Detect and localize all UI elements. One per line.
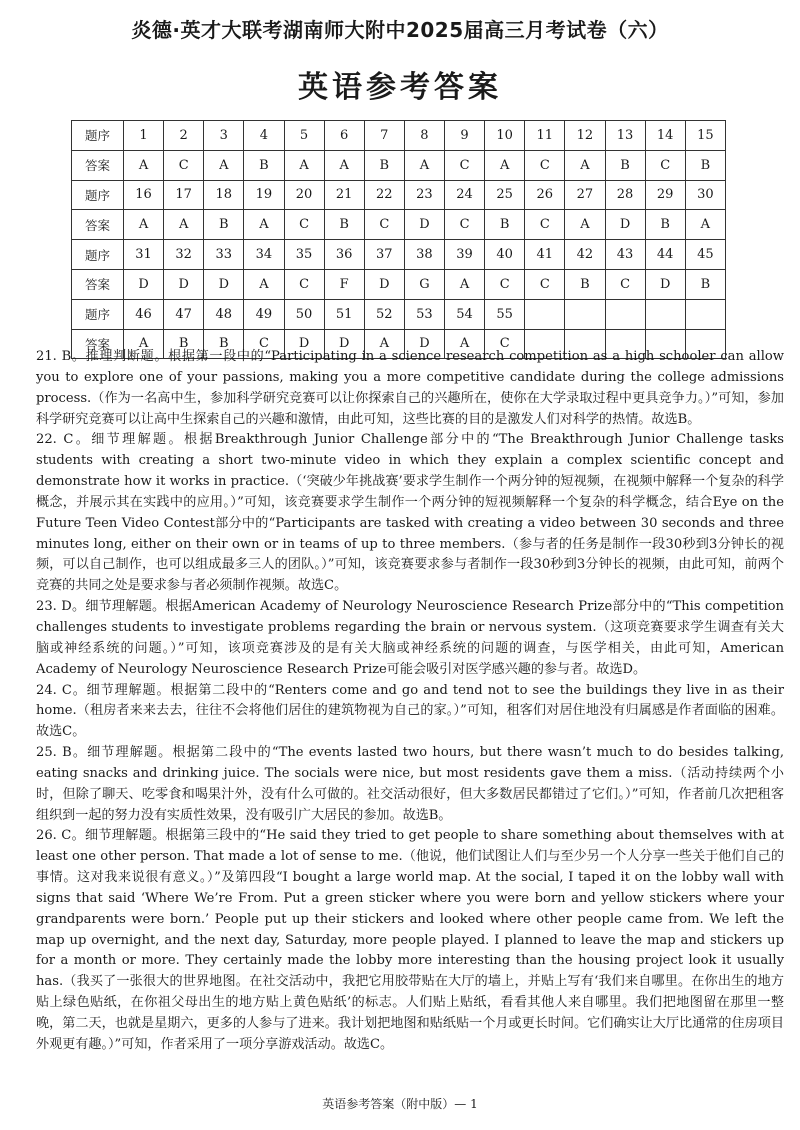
answer-cell: D [364,269,404,299]
answer-cell: A [204,150,244,180]
answer-row [72,210,726,240]
question-number-row [72,121,726,151]
question-number-cell: 26 [525,180,565,210]
answer-cell: C [284,269,324,299]
question-number-cell: 39 [445,240,485,270]
answer-cell: B [685,150,725,180]
question-number-cell: 34 [244,240,284,270]
answer-cell: A [164,210,204,240]
question-number-cell: 45 [685,240,725,270]
answer-cell: D [605,210,645,240]
question-number-cell: 11 [525,121,565,151]
question-number-cell: 2 [164,121,204,151]
answer-cell: C [645,150,685,180]
question-number-cell: 16 [124,180,164,210]
answer-cell: A [565,210,605,240]
explanation-25: 25. B。细节理解题。根据第二段中的“The events lasted two hours, but there wasn’t much to do besides talking, eating snacks and drinking juice. The socials were nice, but most residents gave them a miss.（活动持续两个小时，但除了聊天、吃零食和喝果汁外，没有什么可做的。社交活动很好，但大多数居民都错过了它们。）”可知，作者前几次把租客组织到一起的努力没有实质性效果，没有吸引广大居民的参加。故选B。 [36,745,784,823]
question-number-cell: 1 [124,121,164,151]
question-number-cell: 25 [485,180,525,210]
question-label-cell: 题序 [72,121,124,151]
answer-cell: C [445,210,485,240]
question-number-cell: 5 [284,121,324,151]
answer-cell: C [525,150,565,180]
answer-cell: D [124,269,164,299]
answer-label-cell: 答案 [72,150,124,180]
question-number-cell: 31 [124,240,164,270]
question-number-cell: 23 [404,180,444,210]
explanation-22: 22. C。细节理解题。根据Breakthrough Junior Challenge部分中的“The Breakthrough Junior Challenge tasks students with creating a short two-minute video in which they explain a complex scientific concept and demonstrate how it works in practice.（‘突破少年挑战赛’要求学生制作一个两分钟的短视频，在视频中解释一个复杂的科学概念，并展示其在实践中的应用。）”可知，该竞赛要求学生制作一个两分钟的短视频解释一个复杂的科学概念，结合Eye on the Future Teen Video Contest部分中的“Participants are tasked with creating a video between 30 seconds and three minutes long, either on their own or in teams of up to three members.（参与者的任务是制作一段30秒到3分钟长的视频，可以自己制作，也可以组成最多三人的团队。）”可知，该竞赛要求参与者制作一段30秒到3分钟长的视频，由此可知，前两个竞赛的共同之处是要求参与者必须制作视频。故选C。 [36,432,784,594]
answer-cell: B [685,269,725,299]
answer-cell: B [485,210,525,240]
answer-cell: C [164,150,204,180]
question-number-cell: 22 [364,180,404,210]
question-number-row [72,299,726,329]
answer-cell: A [404,150,444,180]
answer-cell: D [645,269,685,299]
answer-cell: C [284,210,324,240]
answer-cell: A [284,150,324,180]
answer-cell: B [645,210,685,240]
answer-cell: B [204,329,244,359]
answer-cell: A [324,150,364,180]
question-number-cell: 8 [404,121,444,151]
answer-cell: D [324,329,364,359]
question-number-cell: 47 [164,299,204,329]
answer-row [72,150,726,180]
question-label-cell: 题序 [72,240,124,270]
answer-cell: C [364,210,404,240]
answer-cell: B [204,210,244,240]
question-number-cell [605,299,645,329]
question-number-cell: 33 [204,240,244,270]
question-number-cell: 9 [445,121,485,151]
answer-cell: C [525,210,565,240]
answer-cell: C [244,329,284,359]
answer-cell: D [284,329,324,359]
question-number-cell: 10 [485,121,525,151]
page-footer: 英语参考答案（附中版）— 1 [322,1097,478,1111]
answer-cell: A [244,269,284,299]
answer-cell: B [565,269,605,299]
question-number-cell: 18 [204,180,244,210]
answer-row [72,269,726,299]
answer-cell: D [404,210,444,240]
question-number-cell [645,299,685,329]
question-number-cell: 3 [204,121,244,151]
question-number-cell: 36 [324,240,364,270]
question-label-cell: 题序 [72,299,124,329]
question-number-cell: 29 [645,180,685,210]
answer-label-cell: 答案 [72,329,124,359]
answer-cell: D [204,269,244,299]
answer-cell: C [445,150,485,180]
question-number-cell: 4 [244,121,284,151]
answer-cell: A [445,269,485,299]
question-number-cell: 46 [124,299,164,329]
question-number-cell: 19 [244,180,284,210]
question-number-cell: 28 [605,180,645,210]
question-number-cell: 21 [324,180,364,210]
answer-label-cell: 答案 [72,210,124,240]
page-title: 英语参考答案 [298,70,502,105]
question-number-cell: 42 [565,240,605,270]
answer-cell: F [324,269,364,299]
question-number-cell: 30 [685,180,725,210]
question-number-cell: 32 [164,240,204,270]
exam-header: 炎德·英才大联考湖南师大附中2025届高三月考试卷（六） [131,18,669,42]
question-number-cell: 20 [284,180,324,210]
explanation-24: 24. C。细节理解题。根据第二段中的“Renters come and go and tend not to see the buildings they live in as their home.（租房者来来去去，往往不会将他们居住的建筑物视为自己的家。）”可知，租客们对居住地没有归属感是作者面临的困难。故选C。 [36,682,784,740]
answer-cell: B [364,150,404,180]
question-number-cell: 17 [164,180,204,210]
answer-label-cell: 答案 [72,269,124,299]
question-number-cell [525,299,565,329]
answer-cell: B [244,150,284,180]
answer-cell: C [525,269,565,299]
question-number-cell: 15 [685,121,725,151]
explanations [36,347,784,1056]
answer-cell: C [485,329,525,359]
answer-cell: A [124,329,164,359]
question-number-cell: 38 [404,240,444,270]
question-number-cell: 24 [445,180,485,210]
answer-cell: D [164,269,204,299]
question-number-cell: 54 [445,299,485,329]
question-number-cell: 41 [525,240,565,270]
answer-cell: A [685,210,725,240]
answer-cell: A [565,150,605,180]
question-number-cell: 52 [364,299,404,329]
question-number-cell: 43 [605,240,645,270]
answer-cell: A [485,150,525,180]
answer-table [71,120,726,359]
answer-cell: A [445,329,485,359]
explanation-23: 23. D。细节理解题。根据American Academy of Neurology Neuroscience Research Prize部分中的“This competition challenges students to investigate problems regarding the brain or nervous system.（这项竞赛要求学生调查有关大脑或神经系统的问题。）”可知，该项竞赛涉及的是有关大脑或神经系统的问题的调查，与医学相关，由此可知，American Academy of Neurology Neuroscience Research Prize可能会吸引对医学感兴趣的参与者。故选D。 [36,599,784,677]
answer-cell: B [605,150,645,180]
question-number-cell: 14 [645,121,685,151]
question-number-cell [565,299,605,329]
question-number-cell: 6 [324,121,364,151]
question-number-cell: 37 [364,240,404,270]
question-number-cell: 13 [605,121,645,151]
question-number-cell: 49 [244,299,284,329]
question-number-row [72,180,726,210]
answer-cell: B [324,210,364,240]
answer-cell: C [485,269,525,299]
answer-cell: A [124,210,164,240]
question-number-cell: 55 [485,299,525,329]
question-number-cell: 53 [404,299,444,329]
answer-cell: A [244,210,284,240]
explanation-21: 21. B。推理判断题。根据第一段中的“Participating in a science research competition as a high schooler can allow you to explore one of your passions, making you a more competitive candidate during the college admissions process.（作为一名高中生，参加科学研究竞赛可以让你探索自己的兴趣所在，使你在大学录取过程中更具竞争力。）”可知，参加科学研究竞赛可以让高中生探索自己的兴趣和激情，由此可知，这些比赛的目的是激发人们对科学的热情。故选B。 [36,349,784,427]
explanation-26: 26. C。细节理解题。根据第三段中的“He said they tried to get people to share something about themselves with at least one other person. That made a lot of sense to me.（他说，他们试图让人们与至少另一个人分享一些关于他们自己的事情。这对我来说很有意义。）”及第四段“I bought a large world map. At the social, I taped it on the lobby wall with signs that said ‘Where We’re From. Put a green sticker where you were born and yellow stickers where your grandparents were born.’ People put up their stickers and looked where other people came from. We left the map up overnight, and the next day, Saturday, more people played. I planned to leave the map and stickers up for a month or more. They certainly made the lobby more interesting than the housing project look it usually has.（我买了一张很大的世界地图。在社交活动中，我把它用胶带贴在大厅的墙上，并贴上写有‘我们来自哪里。在你出生的地方贴上绿色贴纸，在你祖父母出生的地方贴上黄色贴纸’的标志。人们贴上贴纸，看看其他人来自哪里。我们把地图留在那里一整晚，第二天，也就是星期六，更多的人参与了进来。我计划把地图和贴纸贴一个月或更长时间。它们确实让大厅比通常的住房项目外观更有趣。）”可知，作者采用了一项分享游戏活动。故选C。 [36,828,784,1052]
question-number-cell: 27 [565,180,605,210]
question-number-row [72,240,726,270]
answer-cell: B [164,329,204,359]
question-number-cell [685,299,725,329]
question-number-cell: 48 [204,299,244,329]
question-number-cell: 44 [645,240,685,270]
question-number-cell: 50 [284,299,324,329]
answer-cell: A [364,329,404,359]
question-number-cell: 12 [565,121,605,151]
question-number-cell: 40 [485,240,525,270]
answer-cell: G [404,269,444,299]
question-number-cell: 7 [364,121,404,151]
answer-cell: A [124,150,164,180]
answer-cell: C [605,269,645,299]
question-label-cell: 题序 [72,180,124,210]
answer-cell: D [404,329,444,359]
question-number-cell: 51 [324,299,364,329]
question-number-cell: 35 [284,240,324,270]
